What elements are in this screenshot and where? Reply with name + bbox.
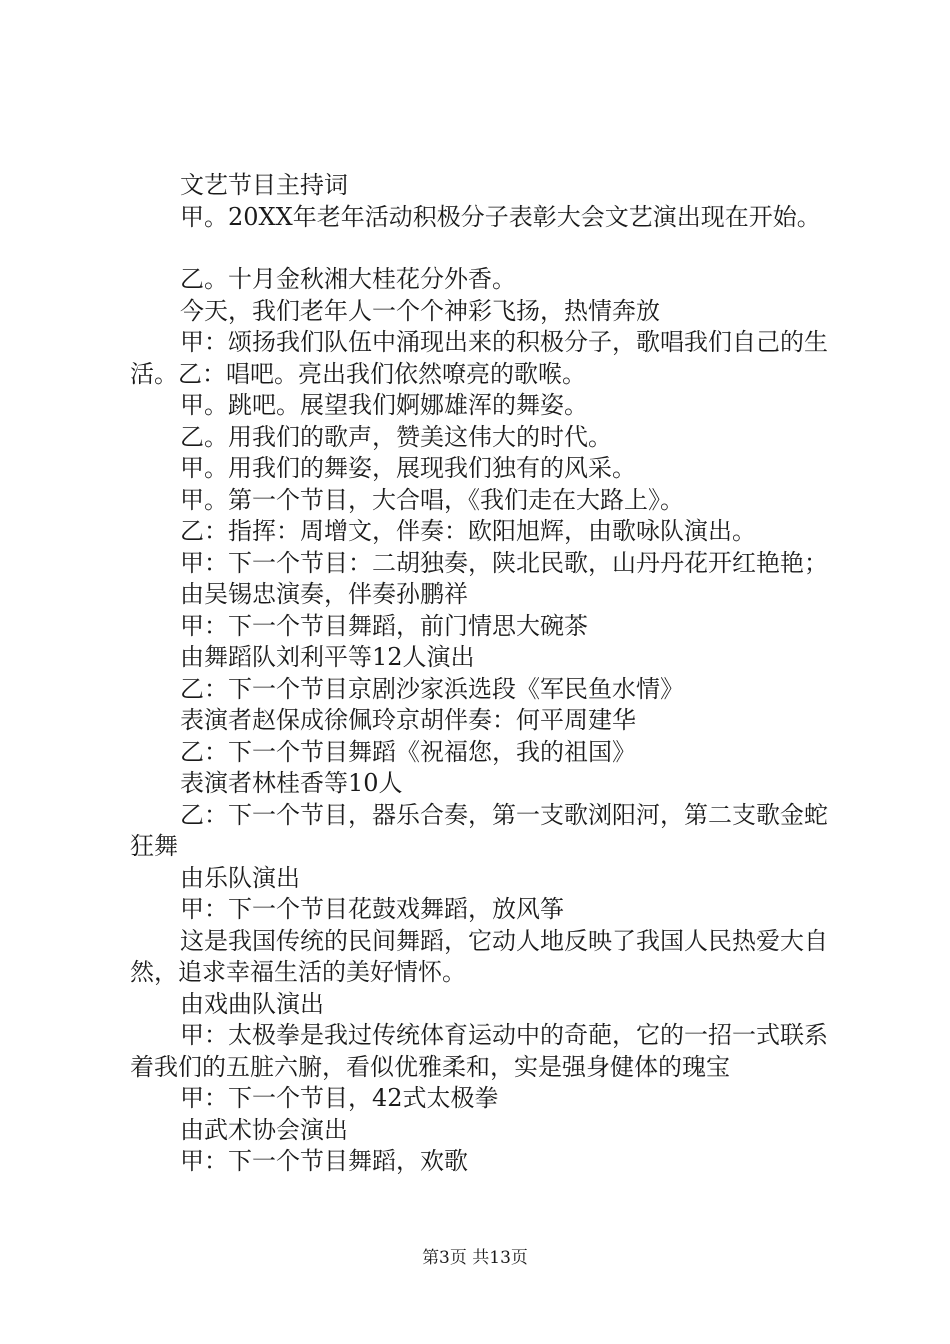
paragraph: 文艺节目主持词	[180, 171, 348, 199]
paragraph: 甲：颂扬我们队伍中涌现出来的积极分子，歌唱我们自己的生活。乙：唱吧。亮出我们依然嘹亮的歌喉。	[130, 328, 828, 388]
page-number-footer: 第3页 共13页	[422, 1248, 528, 1268]
paragraph: 甲。第一个节目，大合唱，《我们走在大路上》。	[180, 485, 684, 514]
paragraph: 乙：下一个节目，器乐合奏，第一支歌浏阳河，第二支歌金蛇狂舞	[130, 800, 828, 860]
paragraph: 乙。用我们的歌声，赞美这伟大的时代。	[180, 422, 612, 451]
paragraph: 乙：指挥：周增文，伴奏：欧阳旭辉，由歌咏队演出。	[180, 517, 756, 545]
paragraph: 由乐队演出	[180, 863, 300, 892]
paragraph: 甲：下一个节目：二胡独奏，陕北民歌，山丹丹花开红艳艳；	[180, 548, 828, 577]
paragraph: 甲：下一个节目，42式太极拳	[180, 1084, 499, 1112]
paragraph: 甲。跳吧。展望我们婀娜雄浑的舞姿。	[180, 391, 588, 419]
paragraph: 表演者林桂香等10人	[180, 769, 403, 797]
paragraph: 乙。十月金秋湘大桂花分外香。	[180, 265, 516, 293]
paragraph: 甲：下一个节目花鼓戏舞蹈，放风筝	[180, 895, 564, 923]
paragraph: 由戏曲队演出	[180, 989, 324, 1018]
paragraph: 由舞蹈队刘利平等12人演出	[180, 643, 475, 671]
document-body	[130, 170, 850, 1178]
paragraph: 甲：太极拳是我过传统体育运动中的奇葩，它的一招一式联系着我们的五脏六腑，看似优雅柔和，实是强身健体的瑰宝	[130, 1021, 828, 1081]
paragraph: 甲：下一个节目舞蹈，欢歌	[180, 1147, 468, 1175]
paragraph: 甲。20XX年老年活动积极分子表彰大会文艺演出现在开始。	[180, 202, 821, 231]
paragraph: 由吴锡忠演奏，伴奏孙鹏祥	[180, 580, 468, 608]
paragraph: 今天，我们老年人一个个神彩飞扬，热情奔放	[180, 296, 660, 325]
paragraph: 由武术协会演出	[180, 1115, 348, 1144]
paragraph: 乙：下一个节目舞蹈《祝福您，我的祖国》	[180, 737, 636, 766]
paragraph: 甲：下一个节目舞蹈，前门情思大碗茶	[180, 611, 588, 640]
paragraph: 甲。用我们的舞姿，展现我们独有的风采。	[180, 454, 636, 482]
paragraph: 这是我国传统的民间舞蹈，它动人地反映了我国人民热爱大自然，追求幸福生活的美好情怀。	[130, 926, 828, 986]
paragraph: 表演者赵保成徐佩玲京胡伴奏：何平周建华	[180, 706, 636, 734]
paragraph: 乙：下一个节目京剧沙家浜选段《军民鱼水情》	[180, 674, 684, 703]
blank-line	[130, 233, 850, 264]
